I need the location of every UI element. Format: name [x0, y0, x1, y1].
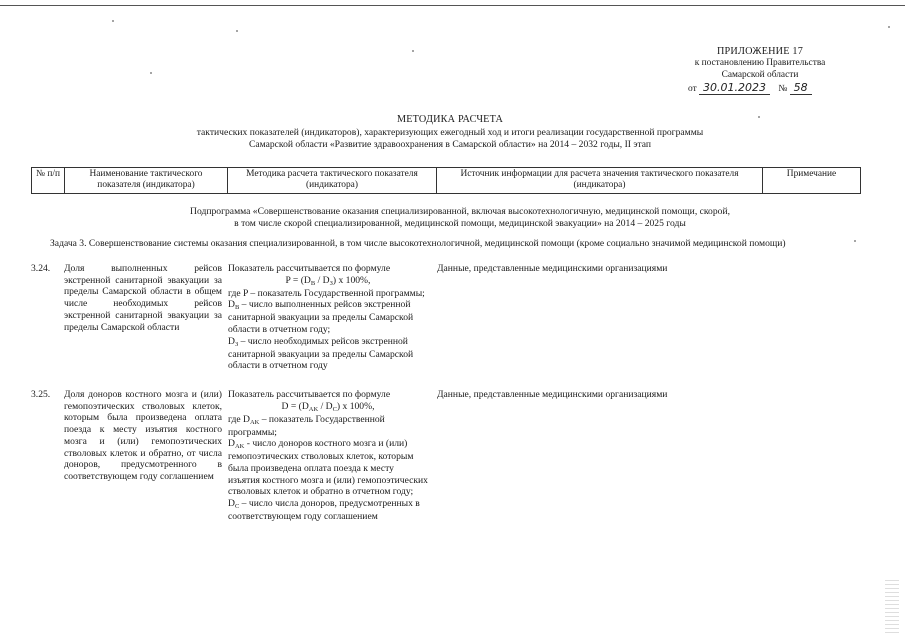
task-heading: Задача 3. Совершенствование системы оказания специализированной, в том числе высокотехнологичной, медицинской помощи (кроме социально значимой медицинской помощи)	[50, 238, 786, 249]
date-prefix: от	[688, 84, 697, 95]
header-source: Источник информации для расчета значения тактического показателя (индикатора)	[437, 168, 763, 194]
variable-definition: $D_B$ – число выполненных рейсов экстренной санитарной эвакуации за пределы Самарской области в отчетном году;	[228, 299, 414, 335]
formula-where: где P – показатель Государственной программы;	[228, 287, 425, 299]
title-block	[120, 114, 780, 151]
top-edge-line	[0, 5, 905, 6]
scan-speck	[412, 50, 414, 52]
variable-definition: $D_{AK}$ - число доноров костного мозга и (или) гемопоэтических стволовых клеток, которым была произведена оплата поезда к месту изъятия костного мозга и (или) гемопоэтических стволовых клеток и обратно в отчетном году;	[228, 438, 428, 498]
approval-date-line	[660, 81, 860, 95]
header-name: Наименование тактического показателя (индикатора)	[65, 168, 228, 194]
variable-definition: $D_C$ – число числа доноров, предусмотренных в соответствующем году соглашением	[228, 497, 420, 522]
scan-speck	[854, 240, 856, 242]
subprogram-title	[130, 206, 790, 229]
source-cell: Данные, представленные медицинскими организациями	[437, 389, 668, 400]
approval-line-1: к постановлению Правительства	[694, 58, 826, 69]
row-number: 3.25.	[31, 389, 51, 400]
header-row	[32, 168, 861, 194]
approval-line-2: Самарской области	[721, 69, 799, 80]
document-title: МЕТОДИКА РАСЧЕТА	[396, 114, 504, 125]
method-cell	[228, 389, 428, 523]
formula: $D = (D_{AK} / D_C)$ x 100%,	[281, 400, 375, 413]
scan-edge-noise	[885, 580, 899, 635]
indicator-name: Доля доноров костного мозга и (или) гемопоэтических стволовых клеток, которым была произведена оплата поезда к месту изъятия костного мозга и (или) гемопоэтических стволовых клеток и обратно, от числа доноров, предусмотренного в соответствующем году соглашением	[64, 389, 222, 482]
method-intro: Показатель рассчитывается по формуле	[228, 389, 391, 400]
header-method: Методика расчета тактического показателя (индикатора)	[228, 168, 437, 194]
scan-speck	[112, 20, 114, 22]
header-note: Примечание	[763, 168, 861, 194]
scan-speck	[150, 72, 152, 74]
variable-definition: $D_З$ – число необходимых рейсов экстренной санитарной эвакуации за пределы Самарской области в отчетном году	[228, 335, 414, 372]
row-number: 3.24.	[31, 263, 51, 274]
scan-speck	[236, 30, 238, 32]
header-num: № п/п	[32, 168, 65, 194]
title-subline-2: Самарской области «Развитие здравоохранения в Самарской области» на 2014 – 2032 годы, II этап	[248, 139, 652, 151]
indicator-name: Доля выполненных рейсов экстренной санитарной эвакуации за пределы Самарской области в общем числе необходимых рейсов экстренной санитарной эвакуации за пределы Самарской области	[64, 263, 222, 333]
approval-number: 58	[790, 81, 812, 95]
title-subline-1: тактических показателей (индикаторов), характеризующих ежегодный ход и итоги реализации государственной программы	[196, 127, 704, 139]
scan-speck	[758, 116, 760, 118]
scan-speck	[888, 26, 890, 28]
appendix-heading: ПРИЛОЖЕНИЕ 17	[716, 46, 803, 57]
subprogram-line-1: Подпрограмма «Совершенствование оказания специализированной, включая высокотехнологичную, медицинской помощи, скорой,	[190, 206, 730, 217]
approval-block	[660, 46, 860, 96]
method-intro: Показатель рассчитывается по формуле	[228, 263, 391, 274]
number-prefix: №	[778, 84, 788, 95]
approval-date: 30.01.2023	[699, 81, 770, 95]
method-cell	[228, 263, 428, 372]
source-cell: Данные, представленные медицинскими организациями	[437, 263, 668, 274]
subprogram-line-2: в том числе скорой специализированной, медицинской помощи, медицинской эвакуации» на 2014 – 2025 годы	[234, 217, 686, 229]
formula-where: где $D_{AK}$ – показатель Государственной программы;	[228, 413, 385, 438]
header-table	[31, 167, 861, 194]
formula: $P = (D_B / D_З)$ x 100%,	[285, 274, 371, 287]
